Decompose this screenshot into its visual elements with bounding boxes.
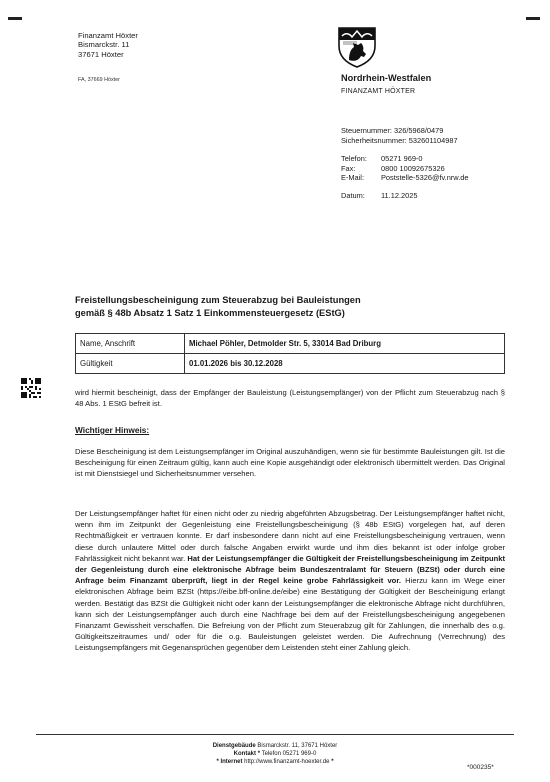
name-value: Michael Pöhler, Detmolder Str. 5, 33014 Bad Driburg [185,334,505,354]
certificate-table [75,333,505,374]
steuernummer-label: Steuernummer: [341,126,392,135]
sicherheitsnummer-value: 532601104987 [408,135,458,145]
table-row [76,354,505,374]
footer-internet-label: Internet [220,759,243,765]
paragraph-2-part-b: Hierzu kann im Wege einer elektronischen Abfrage beim BZSt (https://eibe.bff-online.de/eibe) eine Bestätigung der Gültigkeit der Bescheinigung erlangt werden. Bestätigt das BZSt die Gültigkeit nicht oder kann der Leistungsempfänger die elektronische Abfrage nicht durchführen, kann sich der Leistungsempfänger auch durch eine Nachfrage bei dem auf der Freistellungsbescheinigung angegebenen Finanzamt Gewissheit verschaffen. Die Befreiung von der Pflicht zum Steuerabzug gilt für Zahlungen, die innerhalb des o.g. Gültigkeitszeitraumes und/ oder für die o.g. Bauleistungen geleistet werden. Die Aufrechnung (Verrechnung) des Leistungsempfängers mit Gegenansprüchen gegenüber dem Leistenden steht einer Zahlung gleich. [75,576,505,653]
reference-block [341,126,458,145]
footer-contact: Telefon 05271 969-0 [261,751,317,757]
sender-address [78,31,138,59]
name-label: Name, Anschrift [76,334,185,354]
datum-label: Datum: [341,191,365,200]
telefon-label: Telefon: [341,154,367,163]
footer-building: Bismarckstr. 11, 37671 Höxter [257,743,338,749]
sicherheitsnummer-label: Sicherheitsnummer: [341,135,407,145]
footer-contact-label: Kontakt [233,751,257,757]
table-row [76,334,505,354]
validity-label: Gültigkeit [76,354,185,374]
fold-mark-left [8,17,22,20]
return-address: FA, 37669 Höxter [78,77,120,83]
paragraph-2 [75,508,505,654]
sender-line-3: 37671 Höxter [78,49,124,59]
footer-internet: http://www.finanzamt-hoexter.de [244,759,330,765]
paragraph-1: Diese Bescheinigung ist dem Leistungsempfänger im Original auszuhändigen, wenn sie für bestimmte Bauleistungen gilt. Ist die Bescheinigung für einen Zeitraum gültig, kann auch eine Kopie ausgehändigt oder elektronisch übermittelt werden. Das Original ist mit Dienstsiegel und Sicherheitsnummer versehen. [75,447,505,479]
paragraph-2-bold: Hat der Leistungsempfänger die Gültigkeit der Freistellungsbescheinigung im Zeitpunkt der Gegenleistung durch eine elektronische Abfrage beim Bundeszentralamt für Steuern (BZSt) oder durch eine Anfrage beim Finanzamt überprüft, liegt in der Regel keine grobe Fahrlässigkeit vor. [75,553,505,586]
title-line-1: Freistellungsbescheinigung zum Steuerabzug bei Bauleistungen [75,295,361,305]
fax-value: 0800 10092675326 [381,163,445,173]
nrw-coat-of-arms-icon [337,26,377,68]
fold-mark-right [526,17,540,20]
intro-text: wird hiermit bescheinigt, dass der Empfänger der Bauleistung (Leistungsempfänger) von der Pflicht zum Steuerabzug nach § 48 Abs. 1 EStG befreit ist. [75,388,505,409]
title-line-2: gemäß § 48b Absatz 1 Satz 1 Einkommensteuergesetz (EStG) [75,308,345,318]
hint-heading: Wichtiger Hinweis: [75,425,150,435]
date-block [341,191,417,201]
steuernummer-value: 326/5968/0479 [394,126,444,135]
sender-line-2: Bismarckstr. 11 [78,40,130,50]
footer-divider [36,734,514,735]
office-name: FINANZAMT HÖXTER [341,88,416,95]
footer-star: * [216,759,219,765]
email-label: E-Mail: [341,173,364,183]
paragraph-2-part-a: Der Leistungsempfänger haftet für einen nicht oder zu niedrig abgeführten Abzugsbetrag. Der Leistungsempfänger haftet nicht, wenn ihm im Zeitpunkt der Gegenleistung eine Freistellungsbescheinigung (§ 48b EStG) vorgelegen hat, auf deren Rechtmäßigkeit er vertrauen konnte. Er darf insbesondere dann nicht auf eine Freistellungsbescheinigung vertrauen, wenn diese durch unlautere Mittel oder durch falsche Angaben erwirkt wurde und ihm dies bekannt ist oder infolge grober Fahrlässigkeit nicht bekannt war. [75,509,505,563]
telefon-value: 05271 969-0 [381,154,423,163]
email-value: Poststelle-5326@fv.nrw.de [381,173,469,183]
sender-line-1: Finanzamt Höxter [78,31,138,40]
footer-building-label: Dienstgebäude [212,743,256,749]
qr-code-icon [21,378,41,398]
document-title [75,294,361,320]
footer [0,742,550,766]
document-code: *000235* [467,764,494,771]
footer-star: * [331,759,334,765]
state-name: Nordrhein-Westfalen [341,73,432,83]
contact-block [341,154,468,183]
datum-value: 11.12.2025 [381,191,418,200]
validity-value: 01.01.2026 bis 30.12.2028 [185,354,505,374]
fax-label: Fax: [341,163,356,173]
footer-star: * [257,751,261,757]
